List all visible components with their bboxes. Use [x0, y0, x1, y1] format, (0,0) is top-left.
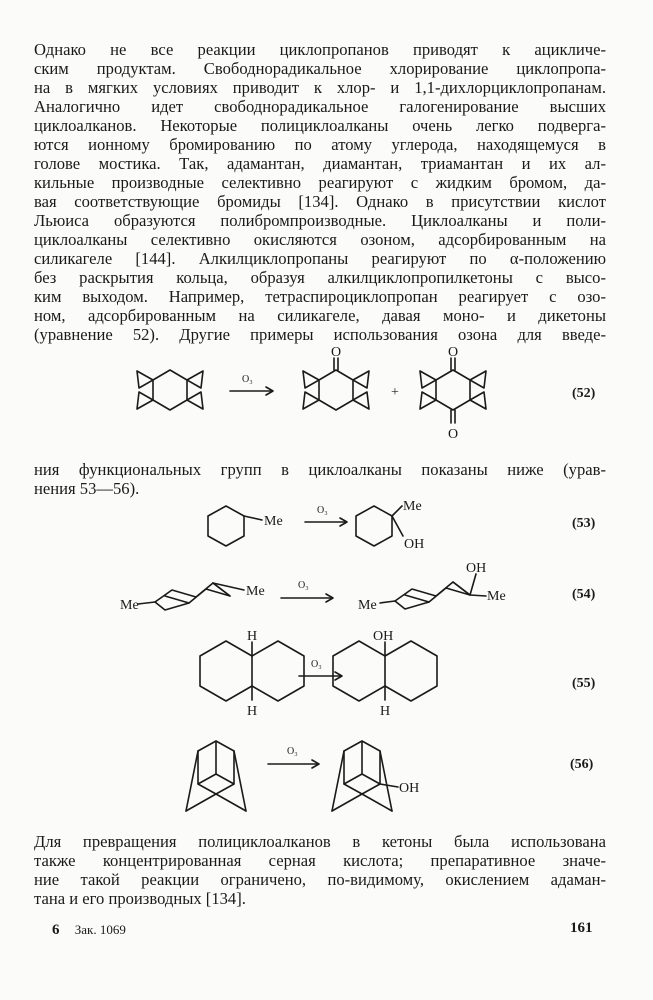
print-order: Зак. 1069 [74, 922, 126, 937]
decalol-structure [333, 641, 437, 701]
reagent-label: O₃ [298, 580, 309, 591]
text-line: ние такой реакции ограничено, по-видимому, окислением адаман- [34, 870, 606, 889]
tetraspirocyclopropane-structure [137, 370, 203, 410]
hydrogen-label: H [247, 629, 258, 644]
text-line: без раскрытия кольца, образуя алкилциклопропилкетоны с высо- [34, 268, 606, 287]
text-line: Льюиса образуются полибромпроизводные. Циклоалканы и поли- [34, 211, 606, 230]
methyl-label: Me [246, 584, 265, 599]
footer-signature [52, 922, 126, 939]
equation-number-53: (53) [572, 516, 596, 531]
text-line: Аналогично идет свободнорадикальное галогенирование высших [34, 97, 606, 116]
dimethylcyclohexanol-chair-structure [380, 574, 486, 609]
reagent-label: O₃ [242, 374, 253, 385]
text-line: силикагеле [144]. Алкилциклопропаны реагируют по α-положению [34, 249, 606, 268]
equation-number-52: (52) [572, 386, 596, 401]
text-line: вая соответствующие бромиды [134]. Однако в присутствии кислот [34, 192, 606, 211]
text-line: Однако не все реакции циклопропанов приводят к ацикличе- [34, 40, 606, 59]
methylcyclohexanol-structure [356, 506, 403, 546]
equation-55-scheme [0, 622, 653, 732]
hydrogen-label: H [380, 704, 391, 719]
reagent-label: O₃ [311, 659, 322, 670]
decalin-structure [200, 641, 304, 701]
text-line: ном, адсорбированным на силикагеле, давая моно- и дикетоны [34, 306, 606, 325]
methyl-label: Me [403, 499, 422, 514]
equation-54-scheme [0, 558, 653, 620]
equation-53-scheme [0, 495, 653, 555]
hydrogen-label: H [247, 704, 258, 719]
reagent-label: O₃ [317, 505, 328, 516]
hydroxyl-label: OH [373, 629, 394, 644]
text-line: ким выходом. Например, тетраспироциклопропан реагирует с озо- [34, 287, 606, 306]
text-line: ния функциональных групп в циклоалканы показаны ниже (урав- [34, 460, 606, 479]
text-line: ским продуктам. Свободнорадикальное хлорирование циклопропа- [34, 59, 606, 78]
text-line: (уравнение 52). Другие примеры использования озона для введе- [34, 325, 606, 344]
text-line: ются ионному бромированию по атому углерода, находящемуся в [34, 135, 606, 154]
text-line: нения 53—56). [34, 479, 140, 498]
text-line: циклоалканы селективно окисляются озоном, адсорбированным на [34, 230, 606, 249]
oxygen-label: O [448, 427, 459, 442]
monoketone-structure [303, 358, 369, 410]
dimethylcyclohexane-chair-structure [138, 583, 244, 610]
equation-number-55: (55) [572, 676, 596, 691]
paragraph-1 [34, 40, 606, 344]
reagent-label: O₃ [287, 746, 298, 757]
equation-number-56: (56) [570, 757, 594, 772]
methyl-label: Me [120, 598, 139, 613]
hydroxyl-label: OH [404, 537, 425, 552]
text-line: циклоалканов. Некоторые полициклоалканы очень легко подверга- [34, 116, 606, 135]
oxygen-label: O [448, 345, 459, 360]
hydroxyl-label: OH [466, 561, 487, 576]
plus-sign: + [391, 385, 399, 400]
text-line: на в мягких условиях приводит к хлор- и 1,1-дихлорциклопропанам. [34, 78, 606, 97]
equation-56-scheme [0, 734, 653, 824]
methyl-label: Me [358, 598, 377, 613]
adamantanol-structure [332, 741, 398, 811]
methylcyclohexane-structure [208, 506, 262, 546]
adamantane-structure [186, 741, 246, 811]
text-line: кильные производные селективно реагируют с жидким бромом, да- [34, 173, 606, 192]
oxygen-label: O [331, 345, 342, 360]
page-number: 161 [570, 920, 593, 936]
paragraph-2 [34, 460, 606, 498]
text-line: тана и его производных [134]. [34, 889, 246, 908]
methyl-label: Me [487, 589, 506, 604]
text-line: также концентрированная серная кислота; препаративное значе- [34, 851, 606, 870]
paragraph-3 [34, 832, 606, 908]
text-line: Для превращения полициклоалканов в кетоны была использована [34, 832, 606, 851]
equation-number-54: (54) [572, 587, 596, 602]
signature-number: 6 [52, 922, 60, 938]
diketone-structure [420, 358, 486, 423]
hydroxyl-label: OH [399, 781, 420, 796]
text-line: голове мостика. Так, адамантан, диамантан, триамантан и их ал- [34, 154, 606, 173]
methyl-label: Me [264, 514, 283, 529]
equation-52-scheme [0, 335, 653, 445]
